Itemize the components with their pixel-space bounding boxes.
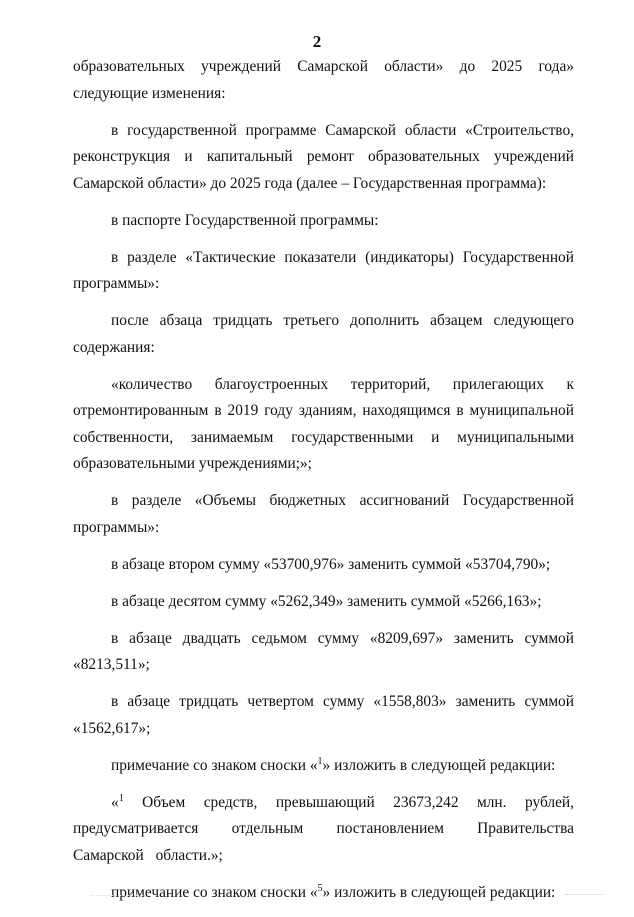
footnote-5-note-text-before: примечание со знаком сноски « xyxy=(111,883,318,901)
footnote-5-marker: 5 xyxy=(317,882,323,894)
footnote-1-note-text-after: » изложить в следующей редакции: xyxy=(322,756,556,774)
document-body xyxy=(73,54,574,917)
paragraph-passport: в паспорте Государственной программы: xyxy=(111,211,379,229)
paragraph-state-program: в государственной программе Самарской области «Строительство, реконструкция и капитальный ремонт образовательных учреждений Самарской области» до 2025 года (далее – Государственная программа): xyxy=(73,121,574,192)
footnote-5-note-text-after: » изложить в следующей редакции: xyxy=(322,883,556,901)
paragraph-footnote-1-text xyxy=(73,790,574,870)
footnote-1-quote-marker: 1 xyxy=(118,792,124,804)
paragraph-amount-34th: в абзаце тридцать четвертом сумму «1558,803» заменить суммой «1562,617»; xyxy=(73,693,574,737)
footnote-1-quote-open: « xyxy=(111,793,119,811)
paragraph-section-indicators: в разделе «Тактические показатели (индикаторы) Государственной программы»: xyxy=(73,248,574,292)
scan-artifact-left xyxy=(90,895,145,897)
paragraph-footnote-5-note xyxy=(73,880,574,907)
page-number: 2 xyxy=(312,32,322,51)
paragraph-amount-second: в абзаце втором сумму «53700,976» заменить суммой «53704,790»; xyxy=(111,555,551,573)
paragraph-footnote-1-note xyxy=(73,753,574,780)
scan-artifact-right xyxy=(564,894,604,899)
footnote-1-marker: 1 xyxy=(317,755,323,767)
footnote-1-quote-text: Объем средств, превышающий 23673,242 млн. рублей, предусматривается отдельным постановлением Правительства Самарской области.»; xyxy=(73,793,574,864)
footnote-1-note-text-before: примечание со знаком сноски « xyxy=(111,756,318,774)
paragraph-continuation: образовательных учреждений Самарской области» до 2025 года» следующие изменения: xyxy=(73,58,574,102)
paragraph-add-after-33: после абзаца тридцать третьего дополнить абзацем следующего содержания: xyxy=(73,312,574,356)
paragraph-amount-27th: в абзаце двадцать седьмом сумму «8209,697» заменить суммой «8213,511»; xyxy=(73,629,574,673)
paragraph-section-budget: в разделе «Объемы бюджетных ассигнований Государственной программы»: xyxy=(73,492,574,536)
paragraph-amount-tenth: в абзаце десятом сумму «5262,349» заменить суммой «5266,163»; xyxy=(111,592,542,610)
paragraph-quoted-indicator: «количество благоустроенных территорий, прилегающих к отремонтированным в 2019 году зданиям, находящимся в муниципальной собственности, занимаемым государственными и муниципальными образовательными учреждениями;»; xyxy=(73,375,574,472)
